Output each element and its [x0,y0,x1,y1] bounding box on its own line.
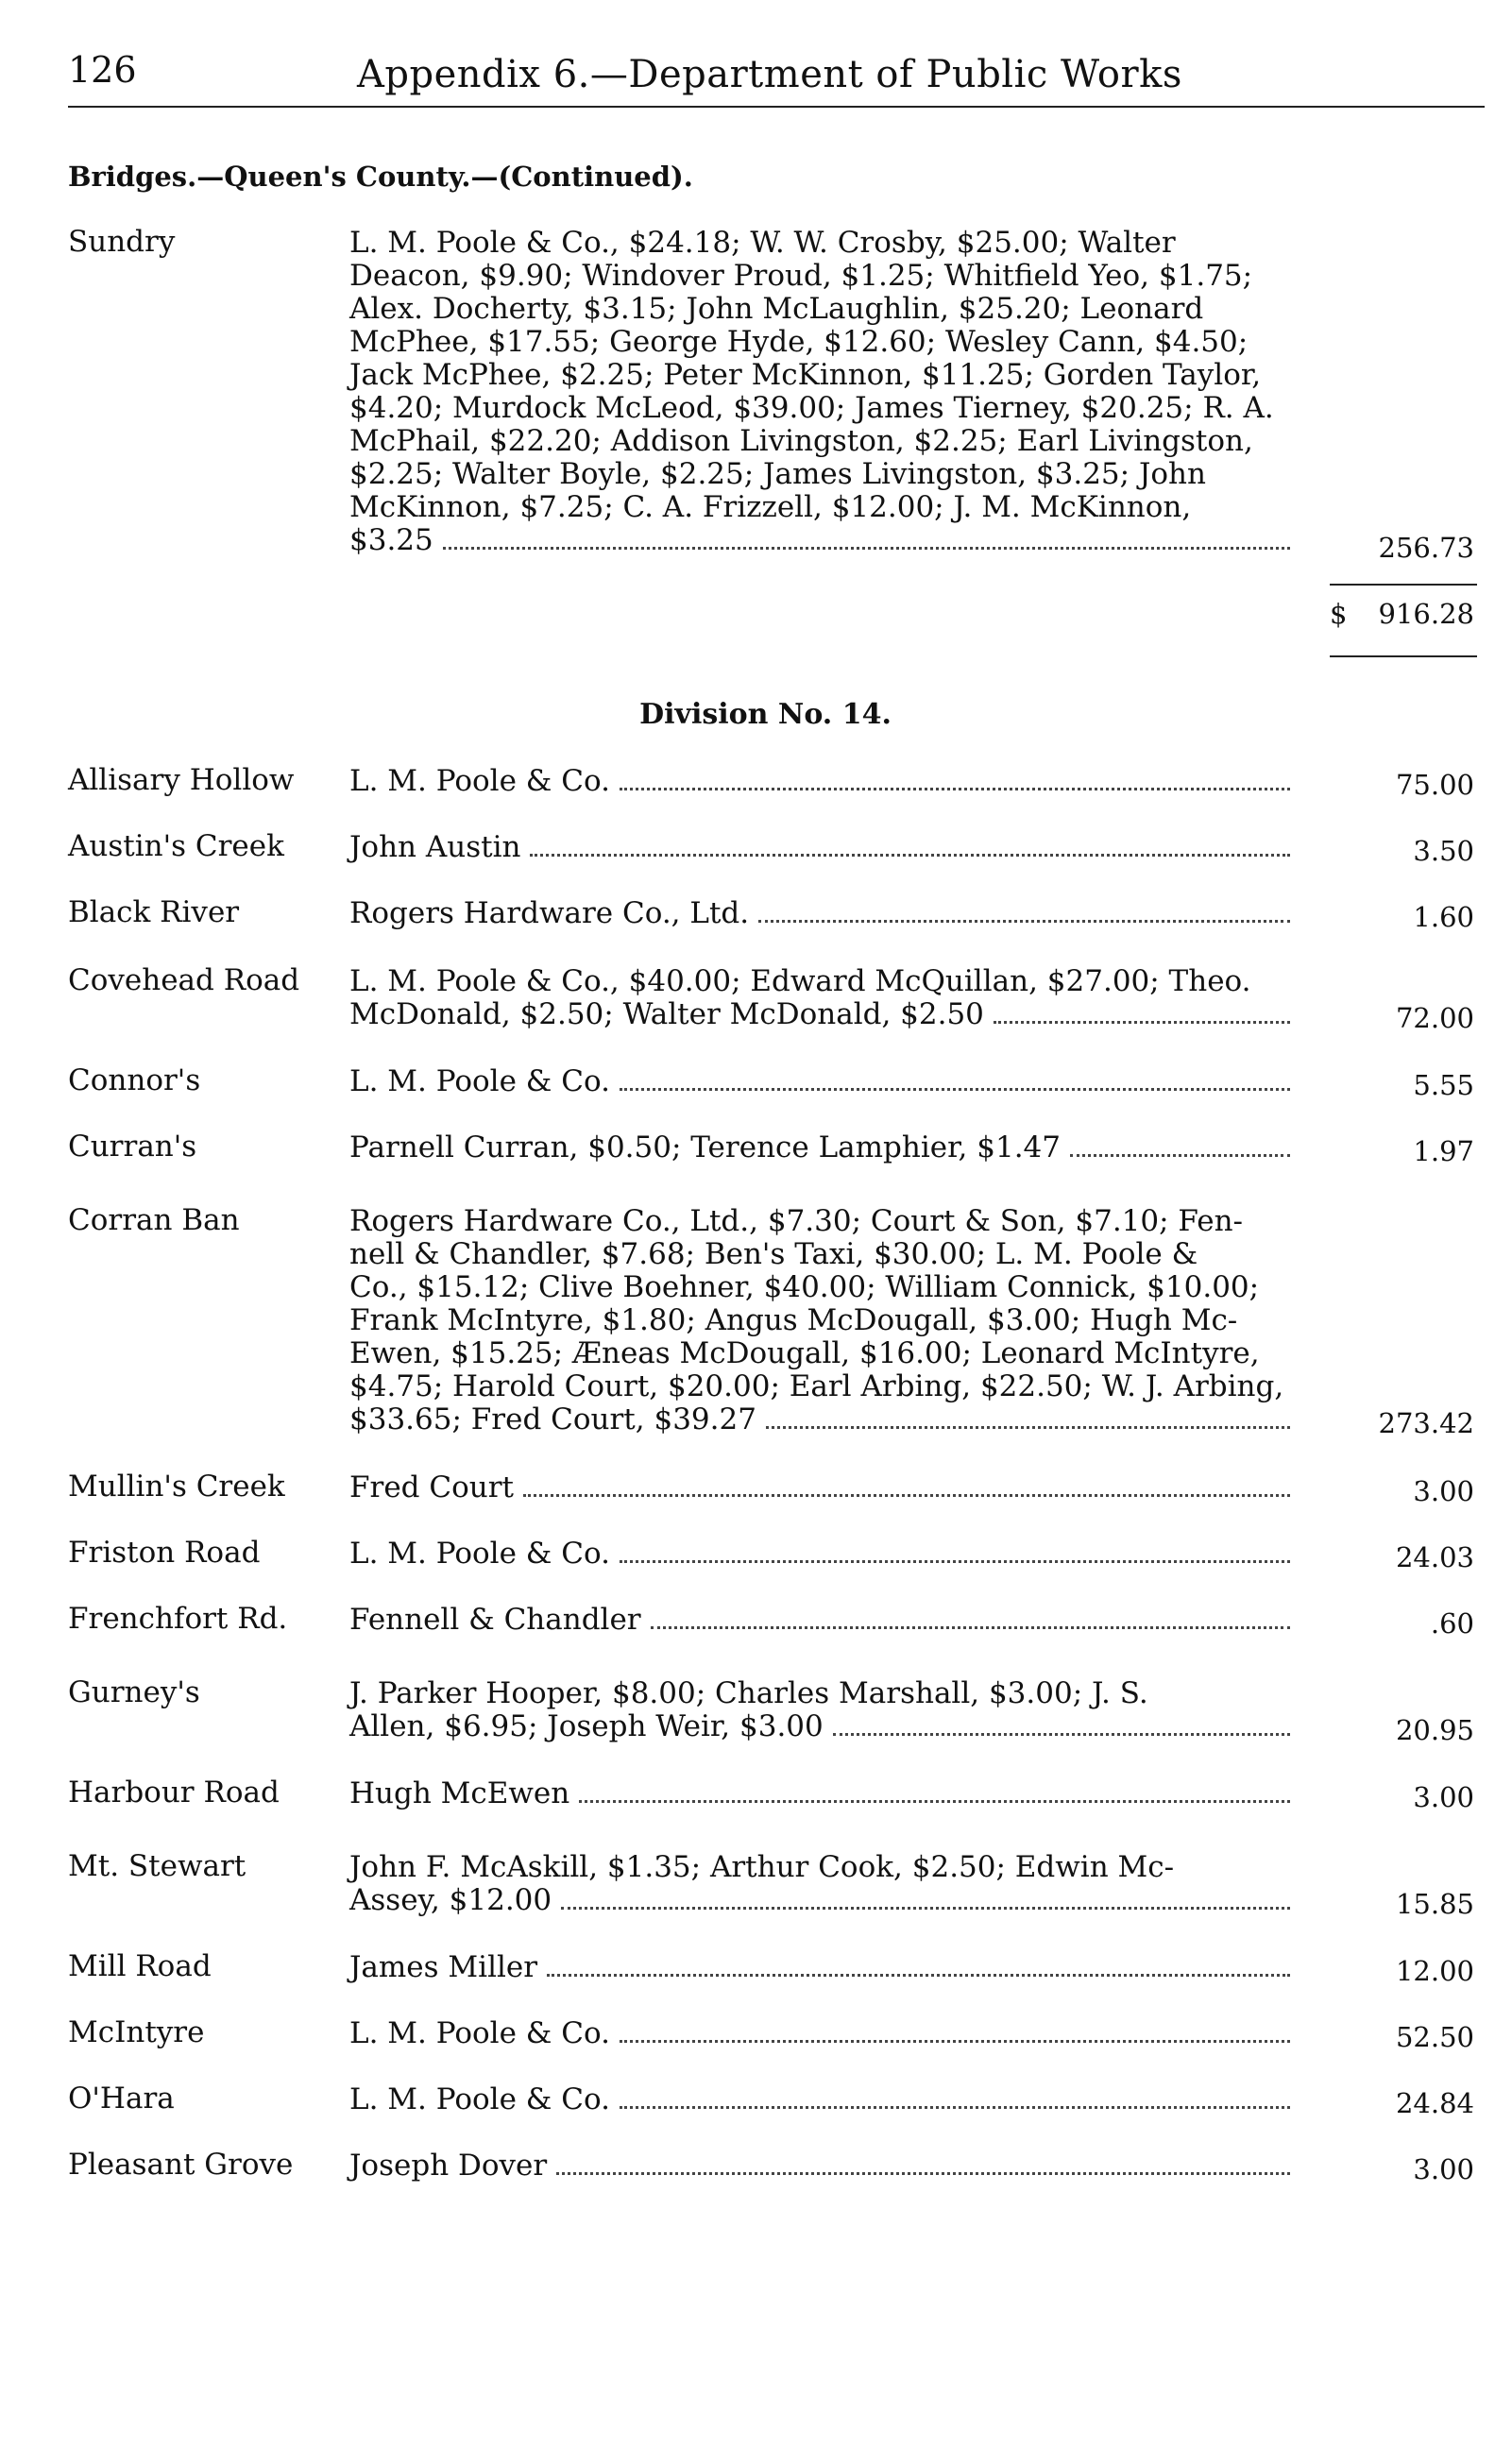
entry-label: Connor's [68,1063,201,1097]
entry-amount: 3.50 [1413,835,1474,867]
header-rule [68,106,1485,108]
entry-amount: 3.00 [1413,1475,1474,1507]
description-text: Hugh McEwen [349,1776,570,1810]
entry-description [349,2017,1294,2050]
entry-label: Mt. Stewart [68,1849,246,1883]
entry-description [349,1851,1294,1917]
description-text: L. M. Poole & Co., $24.18; W. W. Crosby, $25.00; Walter [349,226,1176,260]
entry-label: O'Hara [68,2082,175,2116]
entry-description [349,1951,1294,1984]
entry-description [349,1065,1294,1098]
description-text: $4.20; Murdock McLeod, $39.00; James Tierney, $20.25; R. A. [349,391,1274,425]
description-line [349,1238,1294,1271]
description-line [349,1370,1294,1403]
entry-amount: 12.00 [1395,1955,1474,1987]
dot-leader [547,1974,1290,1977]
entry-amount: 72.00 [1395,1002,1474,1034]
total-rule-top [1330,584,1477,586]
entry-description [349,2083,1294,2116]
description-line [349,1951,1294,1984]
entry-description [349,1205,1294,1436]
entry-amount: .60 [1430,1607,1474,1640]
description-text: $3.25 [349,523,433,557]
description-text: Co., $15.12; Clive Boehner, $40.00; William Connick, $10.00; [349,1270,1260,1304]
entry-label: Mill Road [68,1949,212,1983]
dot-leader [1070,1154,1290,1157]
entry-description [349,1471,1294,1504]
description-line [349,1403,1294,1436]
description-text: L. M. Poole & Co. [349,1537,610,1571]
entry-label: Austin's Creek [68,829,284,863]
description-line [349,458,1294,491]
entry-amount: 5.55 [1413,1069,1474,1101]
description-text: L. M. Poole & Co., $40.00; Edward McQuillan, $27.00; Theo. [349,964,1251,998]
entry-amount: 1.97 [1413,1135,1474,1167]
description-text: $33.65; Fred Court, $39.27 [349,1402,756,1436]
description-line [349,293,1294,326]
entry-label: Mullin's Creek [68,1470,285,1504]
description-line [349,1851,1294,1884]
entry-label: McIntyre [68,2015,205,2049]
description-line [349,831,1294,864]
description-text: L. M. Poole & Co. [349,764,610,798]
description-line [349,1884,1294,1917]
entry-label: Corran Ban [68,1203,240,1237]
entry-description [349,1777,1294,1810]
description-text: L. M. Poole & Co. [349,2082,610,2116]
description-text: James Miller [349,1950,538,1984]
description-text: Jack McPhee, $2.25; Peter McKinnon, $11.25; Gorden Taylor, [349,358,1262,392]
description-text: McPhee, $17.55; George Hyde, $12.60; Wesley Cann, $4.50; [349,325,1249,359]
dot-leader [523,1494,1290,1497]
description-text: McKinnon, $7.25; C. A. Frizzell, $12.00; J. M. McKinnon, [349,490,1192,524]
description-line [349,2083,1294,2116]
description-line [349,425,1294,458]
description-line [349,1710,1294,1743]
description-text: L. M. Poole & Co. [349,1064,610,1098]
entry-label: Black River [68,895,240,929]
description-text: Fennell & Chandler [349,1603,641,1637]
dot-leader [620,1088,1290,1091]
description-text: Assey, $12.00 [349,1883,552,1917]
total-rule-bottom [1330,655,1477,657]
entry-amount: 15.85 [1395,1888,1474,1920]
dot-leader [620,2106,1290,2109]
dot-leader [620,788,1290,790]
description-line [349,359,1294,392]
description-line [349,491,1294,524]
description-line [349,1677,1294,1710]
dot-leader [620,1560,1290,1563]
running-title: Appendix 6.—Department of Public Works [357,53,1182,96]
entry-label: Allisary Hollow [68,763,295,797]
entry-amount: 3.00 [1413,1781,1474,1813]
dot-leader [620,2040,1290,2043]
dot-leader [758,920,1290,923]
description-line [349,1337,1294,1370]
dot-leader [443,547,1290,550]
entry-amount: 1.60 [1413,901,1474,933]
description-line [349,897,1294,930]
entry-amount: 52.50 [1395,2021,1474,2053]
entry-amount: 273.42 [1378,1407,1474,1439]
dot-leader [833,1733,1290,1736]
section-heading: Bridges.—Queen's County.—(Continued). [68,161,693,193]
entry-description [349,1538,1294,1571]
total-currency: $ [1330,598,1348,630]
entry-description [349,1604,1294,1637]
entry-description [349,765,1294,798]
entry-label: Gurney's [68,1675,200,1709]
entry-amount: 24.03 [1395,1541,1474,1573]
entry-description [349,1131,1294,1164]
description-line [349,1271,1294,1304]
description-line [349,2017,1294,2050]
dot-leader [556,2172,1290,2175]
description-text: Allen, $6.95; Joseph Weir, $3.00 [349,1709,824,1743]
description-text: Frank McIntyre, $1.80; Angus McDougall, $3.00; Hugh Mc- [349,1303,1238,1337]
description-line [349,227,1294,260]
entry-label: Pleasant Grove [68,2148,294,2182]
description-text: John Austin [349,830,521,864]
description-text: McDonald, $2.50; Walter McDonald, $2.50 [349,997,984,1031]
page-number: 126 [68,49,137,91]
entry-description [349,897,1294,930]
dot-leader [766,1426,1290,1429]
description-text: Parnell Curran, $0.50; Terence Lamphier, $1.47 [349,1130,1061,1164]
entry-label: Curran's [68,1130,197,1164]
description-line [349,1205,1294,1238]
description-text: John F. McAskill, $1.35; Arthur Cook, $2.50; Edwin Mc- [349,1850,1175,1884]
description-text: nell & Chandler, $7.68; Ben's Taxi, $30.00; L. M. Poole & [349,1237,1198,1271]
dot-leader [994,1021,1290,1024]
description-line [349,1538,1294,1571]
entry-description [349,1677,1294,1743]
description-line [349,1304,1294,1337]
description-text: Ewen, $15.25; Æneas McDougall, $16.00; Leonard McIntyre, [349,1336,1260,1370]
description-text: L. M. Poole & Co. [349,2016,610,2050]
description-text: Fred Court [349,1470,514,1504]
entry-description [349,831,1294,864]
description-text: Alex. Docherty, $3.15; John McLaughlin, $25.20; Leonard [349,292,1204,326]
division-heading: Division No. 14. [639,698,892,731]
description-line [349,765,1294,798]
entry-description [349,965,1294,1031]
description-line [349,1131,1294,1164]
description-text: J. Parker Hooper, $8.00; Charles Marshall, $3.00; J. S. [349,1676,1148,1710]
description-line [349,965,1294,998]
entry-amount: 3.00 [1413,2153,1474,2185]
entry-label: Friston Road [68,1536,261,1570]
description-line [349,1065,1294,1098]
description-line [349,998,1294,1031]
entry-amount: 256.73 [1378,532,1474,564]
dot-leader [561,1907,1290,1910]
dot-leader [530,854,1290,857]
description-line [349,326,1294,359]
description-line [349,2150,1294,2183]
description-text: $2.25; Walter Boyle, $2.25; James Livingston, $3.25; John [349,457,1206,491]
description-line [349,260,1294,293]
entry-label: Sundry [68,225,176,259]
entry-label: Covehead Road [68,963,300,997]
description-text: $4.75; Harold Court, $20.00; Earl Arbing, $22.50; W. J. Arbing, [349,1369,1284,1403]
entry-description [349,2150,1294,2183]
entry-label: Frenchfort Rd. [68,1602,288,1636]
description-line [349,392,1294,425]
description-line [349,1471,1294,1504]
entry-amount: 20.95 [1395,1714,1474,1746]
description-line [349,1604,1294,1637]
dot-leader [651,1626,1290,1629]
description-text: McPhail, $22.20; Addison Livingston, $2.25; Earl Livingston, [349,424,1253,458]
entry-description [349,227,1294,557]
total-amount: 916.28 [1378,598,1474,630]
dot-leader [579,1800,1290,1803]
description-text: Deacon, $9.90; Windover Proud, $1.25; Whitfield Yeo, $1.75; [349,259,1253,293]
description-text: Rogers Hardware Co., Ltd. [349,896,750,930]
description-line [349,1777,1294,1810]
description-text: Joseph Dover [349,2149,548,2183]
description-text: Rogers Hardware Co., Ltd., $7.30; Court & Son, $7.10; Fen- [349,1204,1244,1238]
entry-amount: 75.00 [1395,769,1474,801]
entry-label: Harbour Road [68,1776,280,1810]
entry-amount: 24.84 [1395,2087,1474,2119]
description-line [349,524,1294,557]
